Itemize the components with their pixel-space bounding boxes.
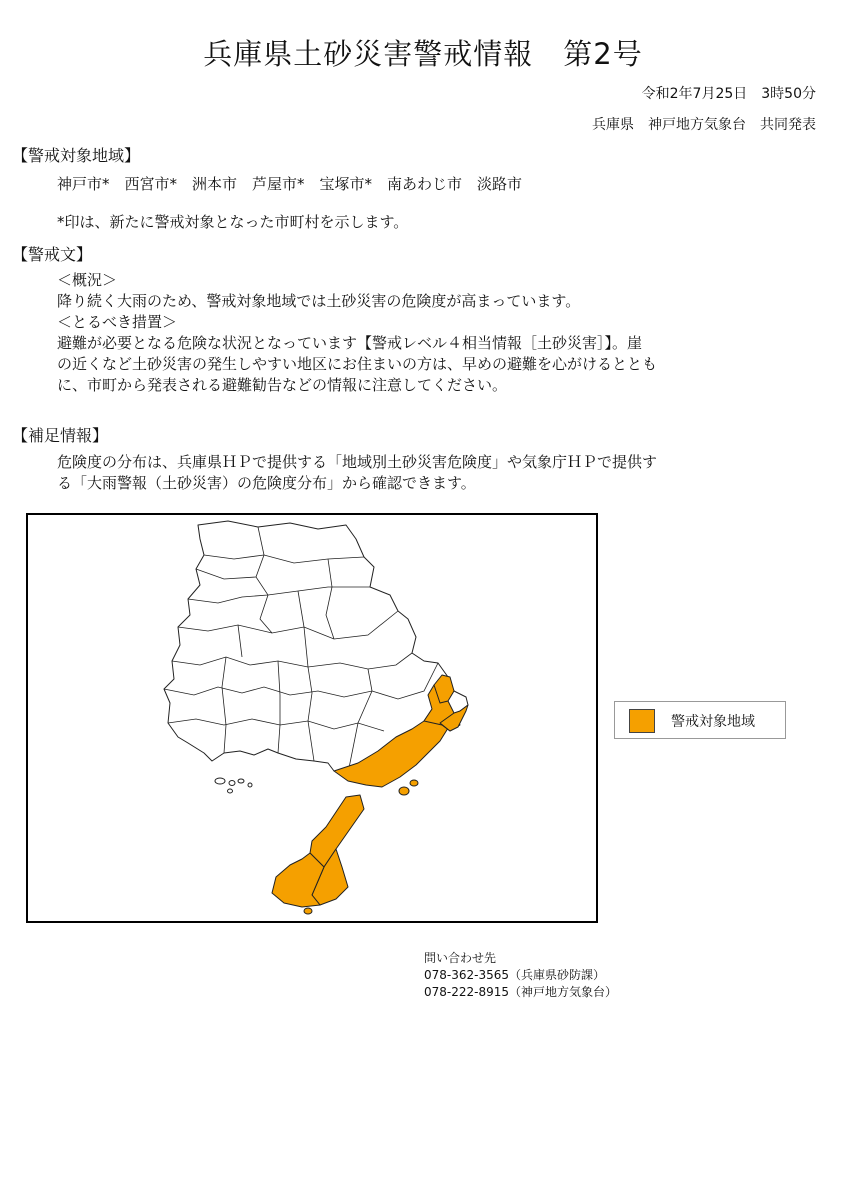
island <box>228 789 233 793</box>
contact-label: 問い合わせ先 <box>424 951 497 965</box>
supplementary-text <box>57 452 657 494</box>
warning-line: に、市町から発表される避難勧告などの情報に注意してください。 <box>57 376 508 394</box>
island <box>248 783 252 787</box>
target-note: *印は、新たに警戒対象となった市町村を示します。 <box>57 213 409 231</box>
warning-line: 避難が必要となる危険な状況となっています【警戒レベル４相当情報［土砂災害］】。崖 <box>57 334 643 352</box>
warning-line: ＜とるべき措置＞ <box>57 313 178 331</box>
island <box>238 779 244 783</box>
contact-line: 078-362-3565（兵庫県砂防課） <box>424 968 606 982</box>
warning-area-islet <box>410 780 418 786</box>
warning-line: の近くなど土砂災害の発生しやすい地区にお住まいの方は、早めの避難を心がけるととも <box>57 355 658 373</box>
supplementary-heading: 【補足情報】 <box>12 426 109 445</box>
warning-area-islet <box>304 908 312 914</box>
contact-line: 078-222-8915（神戸地方気象台） <box>424 985 618 999</box>
map-svg <box>28 515 596 921</box>
island <box>229 781 235 786</box>
map-legend <box>614 701 786 739</box>
warning-area-islet <box>399 787 409 795</box>
warning-heading: 【警戒文】 <box>12 245 93 264</box>
warning-text <box>57 270 657 396</box>
page-title: 兵庫県土砂災害警戒情報 第2号 <box>203 37 643 71</box>
target-area-heading: 【警戒対象地域】 <box>12 146 141 165</box>
island <box>215 778 225 784</box>
legend-swatch <box>629 709 655 733</box>
contact-info <box>424 950 617 1001</box>
issuers: 兵庫県 神戸地方気象台 共同発表 <box>592 117 816 133</box>
legend-label: 警戒対象地域 <box>671 714 755 730</box>
supplementary-line: る「大雨警報（土砂災害）の危険度分布」から確認できます。 <box>57 474 476 492</box>
target-municipalities: 神戸市* 西宮市* 洲本市 芦屋市* 宝塚市* 南あわじ市 淡路市 <box>57 175 523 193</box>
hyogo-warning-map <box>26 513 598 923</box>
small-islands <box>215 778 252 793</box>
warning-line: 降り続く大雨のため、警戒対象地域では土砂災害の危険度が高まっています。 <box>57 292 581 310</box>
warning-line: ＜概況＞ <box>57 271 118 289</box>
supplementary-line: 危険度の分布は、兵庫県ＨＰで提供する「地域別土砂災害危険度」や気象庁ＨＰで提供す <box>57 453 658 471</box>
issue-datetime: 令和2年7月25日 3時50分 <box>641 86 816 102</box>
